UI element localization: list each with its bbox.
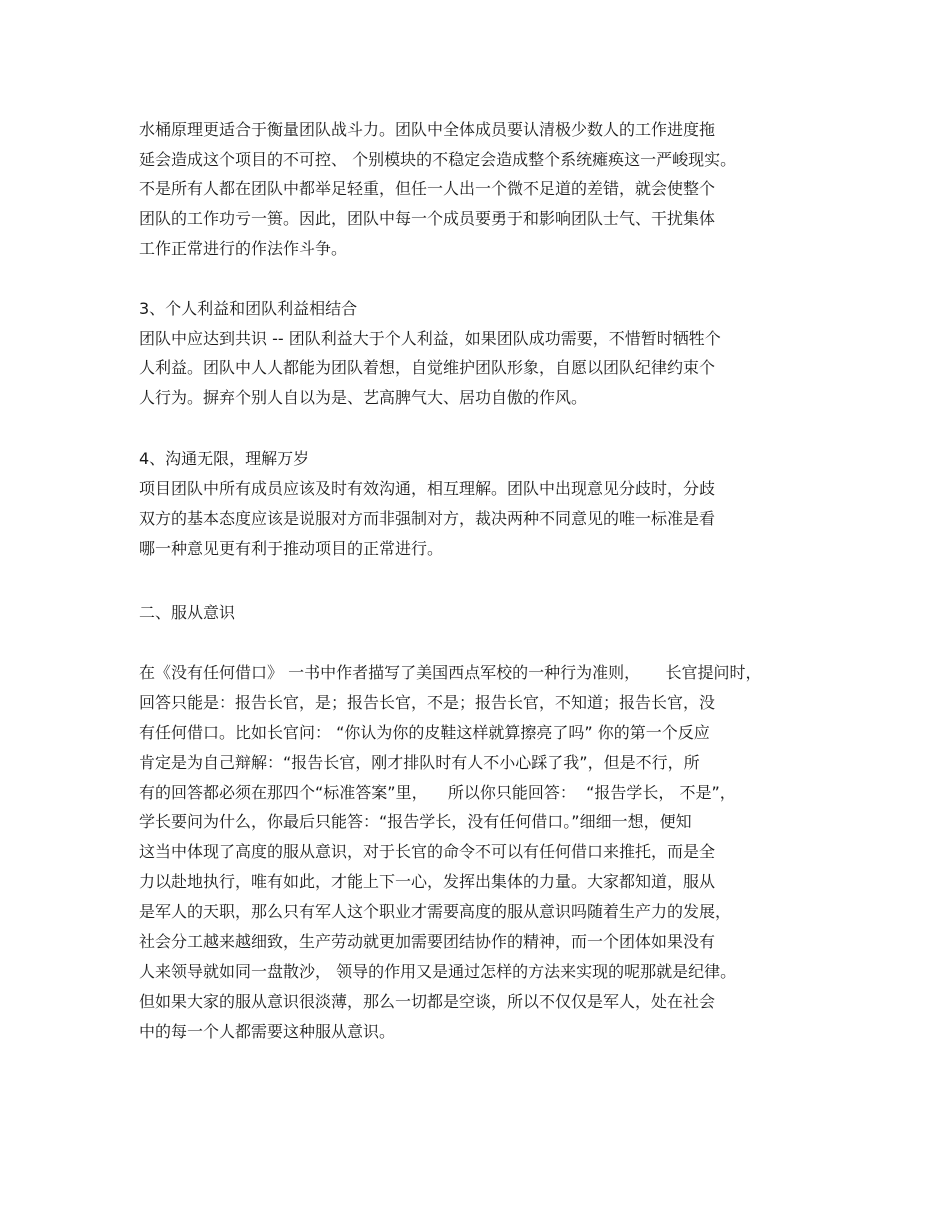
paragraph-1-line-4: 团队的工作功亏一篑。因此，团队中每一个成员要勇于和影响团队士气、干扰集体 [139,209,716,228]
section-obedience-line-8: 力以赴地执行，唯有如此，才能上下一心，发挥出集体的力量。大家都知道，服从 [139,872,716,891]
section-obedience-line-1: 在《没有任何借口》 一书中作者描写了美国西点军校的一种行为准则， 长官提问时， [139,663,762,682]
section-obedience-line-11: 人来领导就如同一盘散沙， 领导的作用又是通过怎样的方法来实现的呢那就是纪律。 [139,962,737,981]
section-4-line-2: 双方的基本态度应该是说服对方而非强制对方，裁决两种不同意见的唯一标准是看 [139,509,716,528]
paragraph-1-line-2: 延会造成这个项目的不可控、 个别模块的不稳定会造成整个系统瘫痪这一严峻现实。 [139,150,737,169]
paragraph-1-line-3: 不是所有人都在团队中都举足轻重，但任一人出一个微不足道的差错，就会使整个 [139,179,716,198]
section-3-line-2: 人利益。团队中人人都能为团队着想，自觉维护团队形象，自愿以团队纪律约束个 [139,358,716,377]
section-obedience-line-2: 回答只能是：报告长官，是；报告长官，不是；报告长官，不知道；报告长官，没 [139,693,716,712]
section-4-line-1: 项目团队中所有成员应该及时有效沟通，相互理解。团队中出现意见分歧时，分歧 [139,479,716,498]
section-3-line-1: 团队中应达到共识 -- 团队利益大于个人利益，如果团队成功需要，不惜暂时牺牲个 [139,329,721,348]
paragraph-1-line-1: 水桶原理更适合于衡量团队战斗力。团队中全体成员要认清极少数人的工作进度拖 [139,120,716,139]
section-3-heading: 3、个人利益和团队利益相结合 [139,299,358,318]
section-obedience-line-5: 有的回答都必须在那四个“标准答案”里， 所以你只能回答： “报告学长， 不是”， [139,783,736,802]
section-obedience-line-3: 有任何借口。比如长官问： “你认为你的皮鞋这样就算擦亮了吗” 你的第一个反应 [139,723,710,742]
section-obedience-line-6: 学长要问为什么，你最后只能答：“报告学长，没有任何借口。”细细一想，便知 [139,812,692,831]
section-obedience-line-4: 肯定是为自己辩解：“报告长官，刚才排队时有人不小心踩了我”，但是不行，所 [139,753,700,772]
section-obedience-line-12: 但如果大家的服从意识很淡薄，那么一切都是空谈，所以不仅仅是军人，处在社会 [139,992,716,1011]
section-obedience-line-7: 这当中体现了高度的服从意识，对于长官的命令不可以有任何借口来推托，而是全 [139,842,716,861]
paragraph-1-line-5: 工作正常进行的作法作斗争。 [139,239,348,258]
section-obedience-line-10: 社会分工越来越细致，生产劳动就更加需要团结协作的精神，而一个团体如果没有 [139,932,716,951]
section-obedience-line-9: 是军人的天职，那么只有军人这个职业才需要高度的服从意识吗随着生产力的发展， [139,902,732,921]
section-4-line-3: 哪一种意见更有利于推动项目的正常进行。 [139,539,444,558]
section-4-heading: 4、沟通无限，理解万岁 [139,449,310,468]
section-3-line-3: 人行为。摒弃个别人自以为是、艺高脾气大、居功自傲的作风。 [139,388,588,407]
section-obedience-heading: 二、服从意识 [139,603,236,622]
section-obedience-line-13: 中的每一个人都需要这种服从意识。 [139,1022,396,1041]
